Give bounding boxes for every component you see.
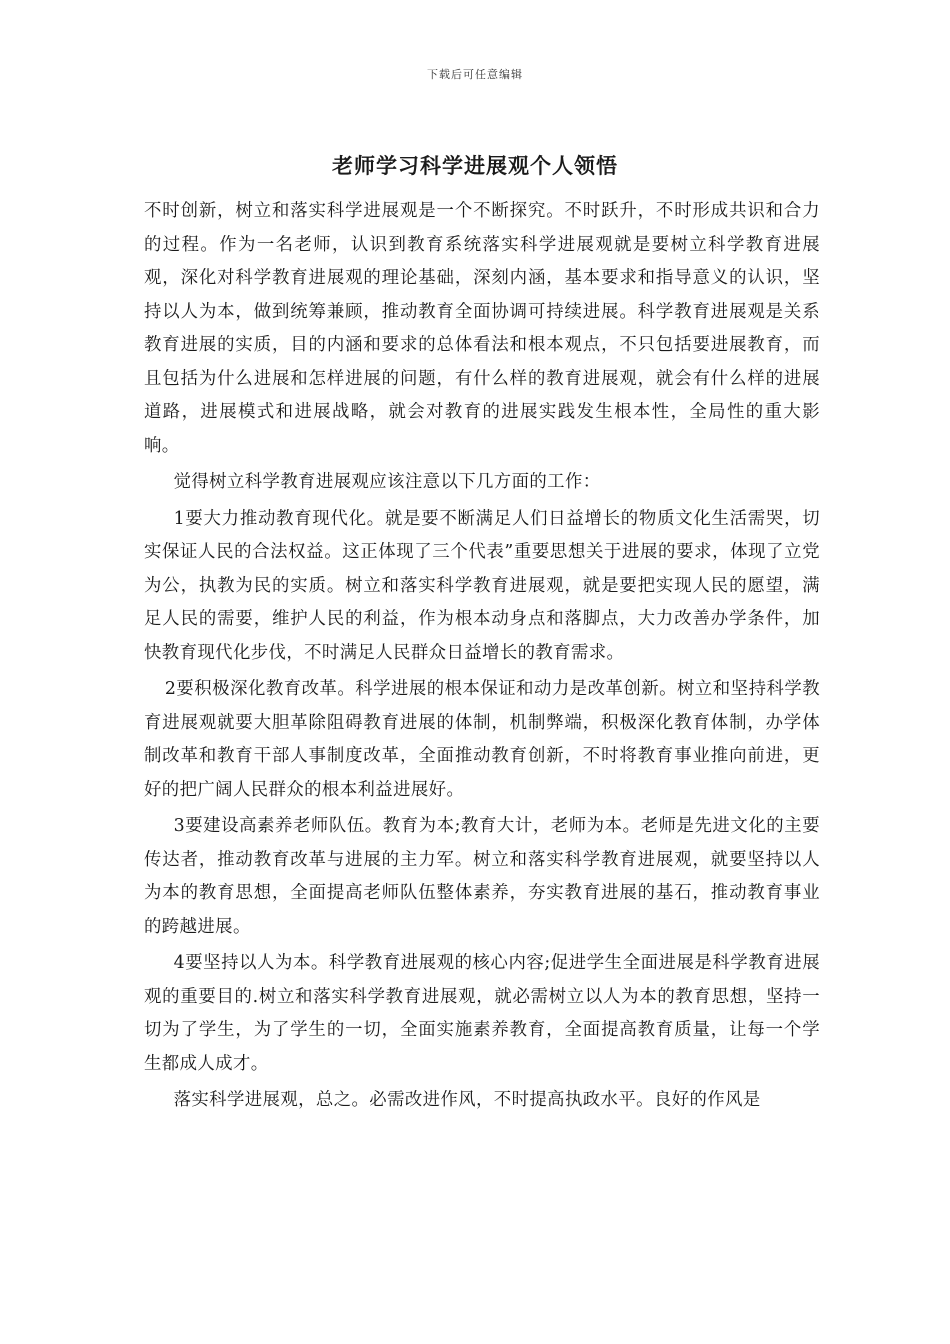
paragraph-point-1: 1要大力推动教育现代化。就是要不断满足人们日益增长的物质文化生活需哭，切实保证人民的合法权益。这正体现了三个代表”重要思想关于进展的要求，体现了立党为公，执教为民的实质。树立和落实科学教育进展观，就是要把实现人民的愿望，满足人民的需要，维护人民的利益，作为根本动身点和落脚点，大力改善办学条件，加快教育现代化步伐，不时满足人民群众日益增长的教育需求。 <box>144 508 820 663</box>
document-title: 老师学习科学进展观个人领悟 <box>332 153 618 178</box>
paragraph-conclusion: 落实科学进展观，总之。必需改进作风，不时提高执政水平。良好的作风是 <box>173 1090 761 1110</box>
paragraph-lead-in: 觉得树立科学教育进展观应该注意以下几方面的工作： <box>173 472 601 492</box>
header-note: 下载后可任意编辑 <box>427 68 523 81</box>
paragraph-intro: 不时创新，树立和落实科学进展观是一个不断探究。不时跃升，不时形成共识和合力的过程。作为一名老师，认识到教育系统落实科学进展观就是要树立科学教育进展观，深化对科学教育进展观的理论基础，深刻内涵，基本要求和指导意义的认识，坚持以人为本，做到统筹兼顾，推动教育全面协调可持续进展。科学教育进展观是关系教育进展的实质，目的内涵和要求的总体看法和根本观点，不只包括要进展教育，而且包括为什么进展和怎样进展的问题，有什么样的教育进展观，就会有什么样的进展道路，进展模式和进展战略，就会对教育的进展实践发生根本性，全局性的重大影响。 <box>144 201 820 456</box>
paragraph-point-2: 2要积极深化教育改革。科学进展的根本保证和动力是改革创新。树立和坚持科学教育进展观就要大胆革除阻碍教育进展的体制，机制弊端，积极深化教育体制，办学体制改革和教育干部人事制度改革，全面推动教育创新，不时将教育事业推向前进，更好的把广阔人民群众的根本利益进展好。 <box>144 679 820 800</box>
document-body <box>144 195 820 1121</box>
paragraph-point-4: 4要坚持以人为本。科学教育进展观的核心内容;促进学生全面进展是科学教育进展观的重要目的.树立和落实科学教育进展观，就必需树立以人为本的教育思想，坚持一切为了学生，为了学生的一切，全面实施素养教育，全面提高教育质量，让每一个学生都成人成才。 <box>144 953 820 1074</box>
paragraph-point-3: 3要建设高素养老师队伍。教育为本;教育大计，老师为本。老师是先进文化的主要传达者，推动教育改革与进展的主力军。树立和落实科学教育进展观，就要坚持以人为本的教育思想，全面提高老师队伍整体素养，夯实教育进展的基石，推动教育事业的跨越进展。 <box>144 816 820 937</box>
